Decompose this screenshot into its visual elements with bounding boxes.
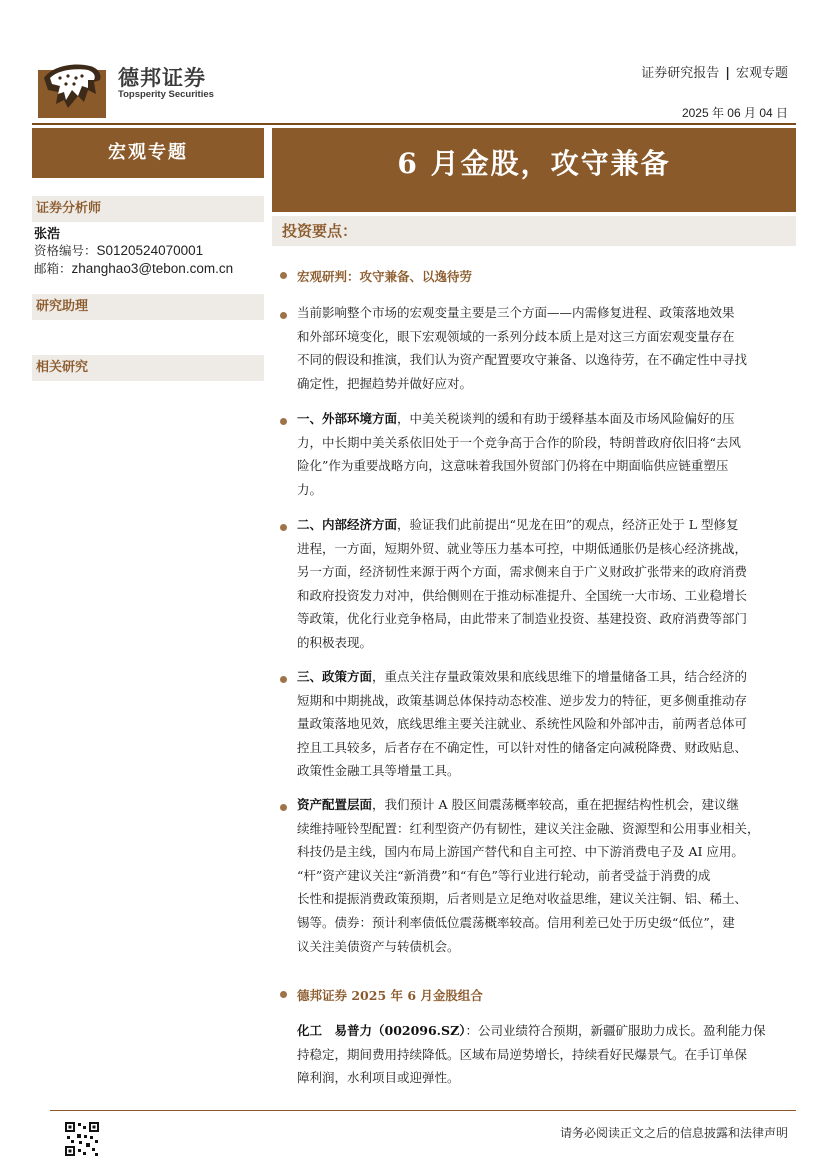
text-span: ，验证我们此前提出“见龙在田”的观点，经济正处于 L 型修复	[397, 517, 739, 532]
text-line: 控且工具较多，后者存在不确定性，可以针对性的储备定向减税降费、财政贴息、	[297, 739, 748, 755]
text-line	[297, 407, 789, 431]
text-line	[297, 665, 789, 689]
text-line: 量政策落地见效，底线思维主要关注就业、系统性风险和外部冲击，前两者总体可	[297, 716, 748, 732]
analyst-email	[34, 259, 233, 277]
text-span: ，重点关注存量政策效果和底线思维下的增量储备工具，结合经济的	[372, 669, 748, 684]
page-title: 6 月金股，攻守兼备	[397, 147, 671, 180]
text-line	[297, 513, 789, 537]
text-line	[297, 793, 789, 817]
bullet-icon	[280, 524, 287, 531]
text-line: 等政策，优化行业竞争格局，由此带来了制造业投资、基建投资、政府消费等部门	[297, 611, 748, 627]
text-line: 和政府投资发力对冲，供给侧则在于推动标准提升、全国统一大市场、工业稳增长	[297, 587, 748, 603]
text-span: ，中美关税谈判的缓和有助于缓释基本面及市场风险偏好的压	[397, 411, 735, 426]
report-type	[641, 62, 788, 81]
bullet-icon	[280, 312, 287, 319]
bullet-icon	[280, 418, 287, 425]
bullet-icon	[280, 991, 287, 998]
email-link[interactable]: zhanghao3@tebon.com.cn	[71, 261, 234, 276]
analyst-section-label: 证券分析师	[32, 196, 264, 222]
text-line: 和外部环境变化，眼下宏观领域的一系列分歧本质上是对这三方面宏观变量存在	[297, 328, 735, 344]
paragraph-external	[297, 407, 789, 501]
related-research-label: 相关研究	[32, 355, 264, 381]
bullet-icon	[280, 804, 287, 811]
text-line: 议关注美债资产与转债机会。	[297, 938, 460, 954]
bullet-icon	[280, 272, 287, 279]
text-line: 当前影响整个市场的宏观变量主要是三个方面——内需修复进程、政策落地效果	[297, 305, 735, 320]
bold-lead: 三、政策方面	[297, 669, 373, 684]
text-line: 长性和提振消费政策预期，后者则是立足绝对收益思维，建议关注铜、铝、稀土、	[297, 891, 748, 907]
text-line: 险化”作为重要战略方向，这意味着我国外贸部门仍将在中期面临供应链重塑压	[297, 458, 729, 474]
bold-lead: 二、内部经济方面	[297, 517, 398, 532]
paragraph-overview	[297, 301, 789, 395]
report-category: 宏观专题	[735, 66, 788, 81]
key-points-heading: 投资要点：	[272, 216, 796, 246]
main-title-band	[272, 128, 796, 212]
report-type-label: 证券研究报告	[641, 66, 720, 81]
company-logo	[38, 56, 106, 118]
analyst-name: 张浩	[34, 227, 61, 242]
legal-disclaimer: 请务必阅读正文之后的信息披露和法律声明	[559, 1126, 788, 1140]
text-span: ，我们预计 A 股区间震荡概率较高，重在把握结构性机会，建议继	[372, 797, 739, 812]
text-line: 另一方面，经济韧性来源于两个方面，需求侧来自于广义财政扩张带来的政府消费	[297, 564, 748, 580]
text-line: 锡等。债券：预计利率债低位震荡概率较高。信用利差已处于历史级“低位”，建	[297, 914, 735, 930]
text-line: 科技仍是主线，国内布局上游国产替代和自主可控、中下游消费电子及 AI 应用。	[297, 844, 744, 860]
footer-divider	[50, 1110, 796, 1111]
leopard-logo-icon	[38, 56, 106, 118]
separator: |	[725, 66, 730, 81]
logo-english-name: Topsperity Securities	[118, 89, 214, 100]
paragraph-asset-allocation	[297, 793, 789, 958]
text-span: ：公司业绩符合预期，新疆矿服助力成长。盈利能力保	[465, 1023, 766, 1038]
bullet-icon	[280, 676, 287, 683]
license-label: 资格编号：	[34, 243, 97, 258]
license-value: S0120524070001	[96, 243, 204, 258]
header-divider	[32, 123, 796, 125]
bold-lead: 资产配置层面	[297, 797, 373, 812]
text-line: 确定性，把握趋势并做好应对。	[297, 375, 473, 391]
qr-code-icon[interactable]	[64, 1121, 100, 1157]
text-line: 力，中长期中美关系依旧处于一个竞争高于合作的阶段，特朗普政府依旧将“去风	[297, 434, 741, 450]
section-heading-golden-stocks: 德邦证券 2025 年 6 月金股组合	[297, 988, 483, 1003]
sidebar-title: 宏观专题	[32, 128, 264, 178]
text-line: 持稳定，期间费用持续降低。区域布局逆势增长，持续看好民爆景气。在手订单保	[297, 1046, 748, 1062]
analyst-license	[34, 241, 203, 259]
report-date: 2025 年 06 月 04 日	[681, 106, 788, 120]
text-line: 力。	[297, 481, 323, 497]
bold-lead: 化工 易普力（002096.SZ）	[297, 1023, 466, 1038]
paragraph-internal	[297, 513, 789, 655]
email-label: 邮箱：	[34, 261, 72, 276]
bold-lead: 一、外部环境方面	[297, 411, 398, 426]
text-line: 短期和中期挑战，政策基调总体保持动态校准、逆步发力的特征，更多侧重推动存	[297, 692, 748, 708]
text-line: 不同的假设和推演，我们认为资产配置要攻守兼备、以逸待劳，在不确定性中寻找	[297, 352, 748, 368]
text-line: 政策性金融工具等增量工具。	[297, 763, 460, 779]
paragraph-stock-pick	[297, 1019, 789, 1090]
logo-company-name: 德邦证券	[118, 66, 206, 90]
section-heading-macro: 宏观研判：攻守兼备、以逸待劳	[297, 269, 473, 284]
text-line	[297, 1019, 789, 1043]
text-line: “杆”资产建议关注“新消费”和“有色”等行业进行轮动，前者受益于消费的成	[297, 867, 711, 883]
text-line: 障利润，水利项目或迎弹性。	[297, 1070, 460, 1086]
assistant-section-label: 研究助理	[32, 294, 264, 320]
paragraph-policy	[297, 665, 789, 783]
text-line: 续维持哑铃型配置：红利型资产仍有韧性，建议关注金融、资源型和公用事业相关，	[297, 820, 760, 836]
text-line: 的积极表现。	[297, 634, 373, 650]
text-line: 进程，一方面，短期外贸、就业等压力基本可控，中期低通胀仍是核心经济挑战，	[297, 540, 748, 556]
